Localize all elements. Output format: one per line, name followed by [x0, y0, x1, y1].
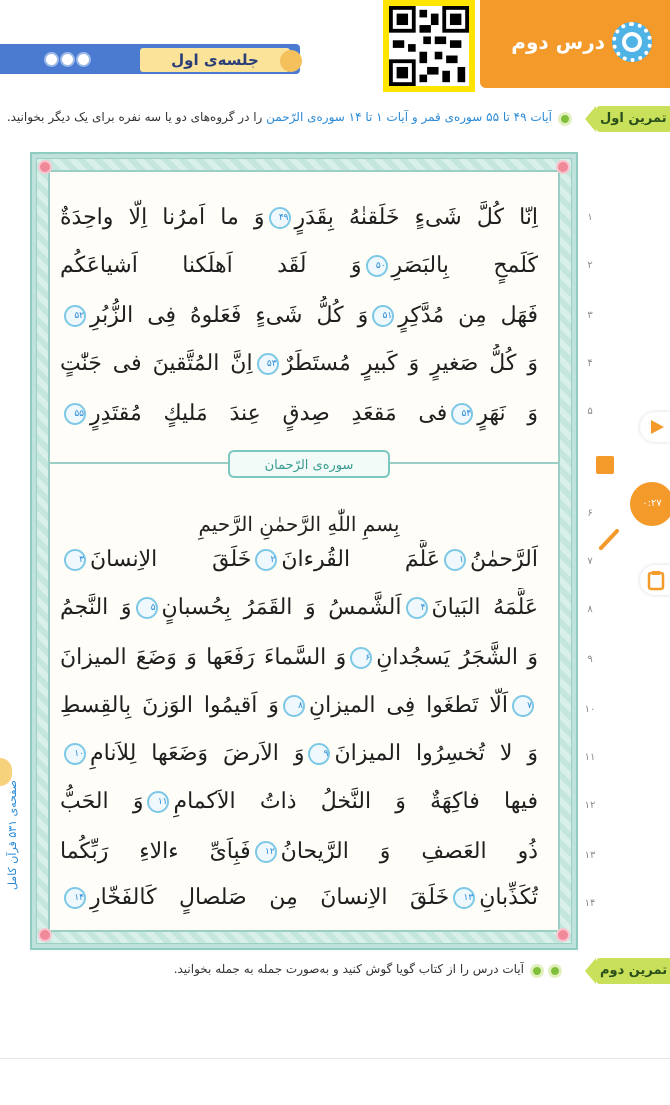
line-number: ۶: [587, 508, 593, 519]
verse-text: فَبِاَیِّ ءالاءِ رَبِّكُما: [60, 839, 251, 864]
arrow-left-icon: [585, 958, 596, 984]
line-number: ۵: [587, 406, 593, 417]
pen-icon: [596, 526, 622, 552]
stop-button[interactable]: [596, 456, 614, 474]
bottom-divider: [0, 1058, 670, 1059]
verse-text: وَ ما اَمرُنا اِلّا واحِدَةٌ: [60, 205, 265, 230]
verse-line[interactable]: [60, 686, 538, 726]
line-number: ۷: [587, 556, 593, 567]
aya-number-icon: ۵۰: [366, 255, 388, 277]
verse-text: وَ الحَبُّ: [60, 789, 144, 814]
progress-dot-icon: [44, 52, 59, 67]
verse-text: خَلَقَ الاِنسانَ مِن صَلصالٍ كَالفَخّارِ: [90, 885, 450, 910]
line-number: ۲: [587, 260, 593, 271]
exercise-1-rest: را در گروه‌های دو یا سه نفره برای یک دیگر بخوانید.: [6, 110, 267, 124]
pen-button[interactable]: [596, 526, 622, 552]
verse-text: تُكَذِّبانِ: [479, 885, 538, 910]
verse-line[interactable]: [60, 878, 538, 918]
exercise-2-tab: تمرین دوم: [596, 958, 670, 984]
line-number: ۱۲: [584, 800, 596, 811]
exercise-1-tab: تمرین اول: [596, 106, 670, 132]
corner-flower-icon: [556, 928, 570, 942]
line-number: ۹: [587, 654, 593, 665]
basmala[interactable]: بِسمِ اللّٰهِ الرَّحمٰنِ الرَّحیمِ: [198, 512, 400, 536]
verse-text: اَلشَّمسُ وَ القَمَرُ بِحُسبانٍ: [161, 595, 402, 620]
qr-code-icon[interactable]: [389, 6, 469, 86]
aya-number-icon: ۱۱: [147, 791, 169, 813]
verse-text: وَ الشَّجَرُ یَسجُدانِ: [376, 645, 538, 670]
corner-flower-icon: [38, 928, 52, 942]
aya-number-icon: ۶: [350, 647, 372, 669]
aya-number-icon: ۵: [136, 597, 158, 619]
aya-number-icon: ۳: [64, 549, 86, 571]
verse-line[interactable]: [60, 344, 538, 384]
aya-number-icon: ۱: [444, 549, 466, 571]
aya-number-icon: ۴۹: [269, 207, 291, 229]
line-number: ۱۱: [584, 752, 596, 763]
verse-text: وَ اَقیمُوا الوَزنَ بِالقِسطِ: [60, 693, 279, 718]
arrow-left-icon: [585, 106, 596, 132]
verse-text: خَلَقَ الاِنسانَ: [90, 547, 252, 572]
verse-text: عَلَّمَ القُرءانَ: [281, 547, 440, 572]
verse-line[interactable]: [60, 540, 538, 580]
verse-line[interactable]: [60, 638, 538, 678]
timer-button[interactable]: ۰:۲۷: [630, 482, 670, 526]
aya-number-icon: ۵۵: [64, 403, 86, 425]
aya-number-icon: ۴: [406, 597, 428, 619]
corner-flower-icon: [38, 160, 52, 174]
aya-number-icon: ۱۰: [64, 743, 86, 765]
exercise-2-text: آیات درس را از کتاب گویا گوش کنید و به‌صورت جمله به جمله بخوانید.: [173, 962, 524, 976]
play-button[interactable]: [640, 412, 670, 442]
aya-number-icon: ۲: [255, 549, 277, 571]
clipboard-icon: [640, 565, 670, 595]
verse-text: ذُو العَصفِ وَ الرَّیحانُ: [280, 839, 538, 864]
progress-dot-icon: [76, 52, 91, 67]
exercise-1-text: [0, 110, 552, 128]
play-icon: [640, 412, 670, 442]
session-title: جلسه‌ی اول: [140, 48, 290, 72]
clipboard-button[interactable]: [640, 565, 670, 595]
verse-line[interactable]: [60, 296, 538, 336]
exercise-1-highlight: آیات ۴۹ تا ۵۵ سوره‌ی قمر و آیات ۱ تا ۱۴ سوره‌ی الرّحمن: [266, 110, 552, 124]
verse-text: وَ نَهَرٍ: [477, 401, 538, 426]
aya-number-icon: ۵۲: [64, 305, 86, 327]
aya-number-icon: ۱۳: [453, 887, 475, 909]
verse-line[interactable]: [60, 198, 538, 238]
line-number: ۴: [587, 358, 593, 369]
verse-text: اِنّا كُلَّ شَیءٍ خَلَقنٰهُ بِقَدَرٍ: [294, 205, 538, 230]
line-number: ۱: [587, 212, 593, 223]
line-number: ۱۴: [584, 898, 596, 909]
verse-line[interactable]: [60, 246, 538, 286]
verse-text: فی مَقعَدِ صِدقٍ عِندَ مَلیكٍ مُقتَدِرٍ: [90, 401, 448, 426]
aya-number-icon: ۵۳: [257, 353, 279, 375]
verse-text: اَلّا تَطغَوا فِی المیزانِ: [308, 693, 508, 718]
verse-text: وَ لَقَد اَهلَكنا اَشیاعَكُم: [60, 253, 362, 278]
line-number: ۳: [587, 310, 593, 321]
aya-number-icon: ۹: [308, 743, 330, 765]
verse-line[interactable]: [60, 394, 538, 434]
verse-text: فیها فاكِهَةٌ وَ النَّخلُ ذاتُ الاَكمامِ: [173, 789, 538, 814]
verse-text: عَلَّمَهُ البَیانَ: [431, 595, 538, 620]
verse-line[interactable]: [60, 734, 538, 774]
lesson-title: درس دوم: [511, 30, 605, 54]
verse-text: اَلرَّحمٰنُ: [469, 547, 538, 572]
verse-line[interactable]: [60, 832, 538, 872]
aya-number-icon: ۷: [512, 695, 534, 717]
verse-text: وَ لا تُخسِرُوا المیزانَ: [334, 741, 538, 766]
aya-number-icon: ۱۲: [255, 841, 277, 863]
verse-text: وَ النَّجمُ: [60, 595, 132, 620]
orange-dot-icon: [280, 50, 302, 72]
bullet-icon: [530, 964, 544, 978]
page-reference-label: صفحه‌ی ۵۳۱ قرآن کامل: [6, 780, 19, 891]
line-number: ۸: [587, 604, 593, 615]
verse-text: كَلَمحٍ بِالبَصَرِ: [391, 253, 538, 278]
line-number: ۱۳: [584, 850, 596, 861]
aya-number-icon: ۱۴: [64, 887, 86, 909]
aya-number-icon: ۸: [283, 695, 305, 717]
lesson-badge-icon: [626, 36, 638, 48]
surah-title: سوره‌ی الرّحمان: [228, 450, 390, 478]
verse-text: وَ السَّماءَ رَفَعَها وَ وَضَعَ المیزانَ: [60, 645, 347, 670]
corner-flower-icon: [556, 160, 570, 174]
verse-line[interactable]: [60, 782, 538, 822]
verse-text: اِنَّ المُتَّقینَ فی جَنّٰتٍ: [60, 351, 253, 376]
aya-number-icon: ۵۱: [372, 305, 394, 327]
verse-text: وَ كُلُّ شَیءٍ فَعَلوهُ فِی الزُّبُرِ: [90, 303, 369, 328]
verse-line[interactable]: [60, 588, 538, 628]
aya-number-icon: ۵۴: [451, 403, 473, 425]
verse-text: وَ الاَرضَ وَضَعَها لِلاَنامِ: [90, 741, 305, 766]
verse-text: وَ كُلُّ صَغیرٍ وَ كَبیرٍ مُستَطَرٌ: [282, 351, 538, 376]
verse-text: فَهَل مِن مُدَّكِرٍ: [398, 303, 538, 328]
progress-dot-icon: [60, 52, 75, 67]
line-number: ۱۰: [584, 704, 596, 715]
bullet-icon: [548, 964, 562, 978]
bullet-icon: [558, 112, 572, 126]
